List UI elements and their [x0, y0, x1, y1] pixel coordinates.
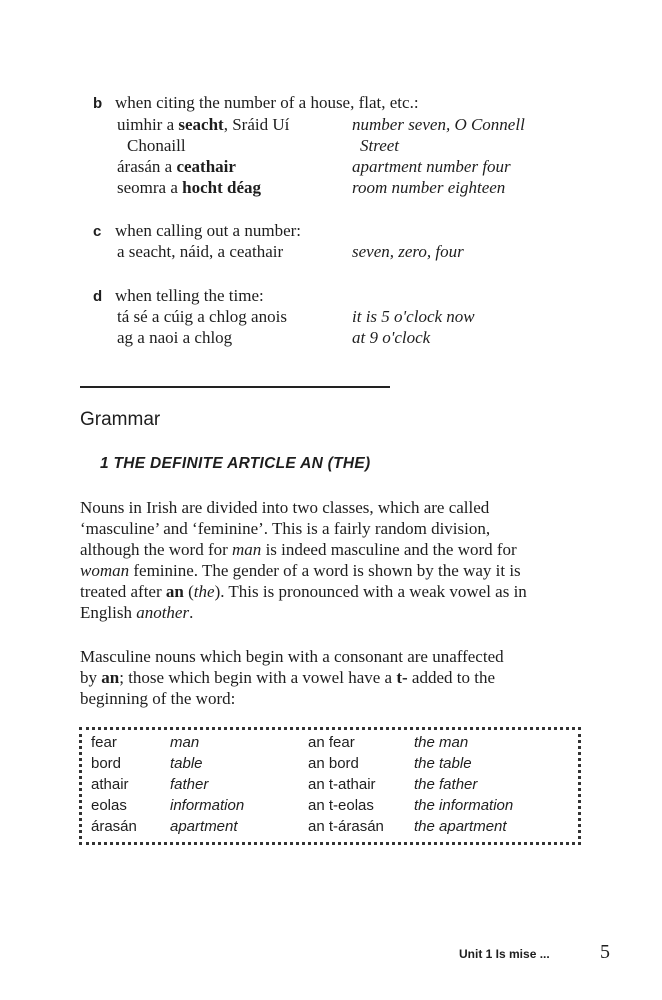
vocab-row [82, 755, 582, 776]
section-b-row1-english: number seven, O Connell [352, 115, 525, 134]
vocab-box [79, 727, 581, 845]
vocab-english: man [170, 734, 200, 751]
masculine-paragraph-line: beginning of the word: [80, 689, 236, 708]
vocab-row [82, 734, 582, 755]
vocab-english-article: the table [414, 755, 472, 772]
vocab-english: father [170, 776, 209, 793]
section-d-row2-english: at 9 o'clock [352, 328, 431, 347]
vocab-irish: bord [91, 755, 122, 772]
section-c-intro: when calling out a number: [115, 221, 302, 240]
definite-article-subheading: 1 THE DEFINITE ARTICLE AN (THE) [100, 455, 371, 472]
vocab-with-article: an bord [308, 755, 359, 772]
vocab-with-article: an fear [308, 734, 355, 751]
vocab-row [82, 818, 582, 839]
section-divider [80, 386, 390, 388]
gender-paragraph-line: ‘masculine’ and ‘feminine’. This is a fairly random division, [80, 519, 491, 538]
vocab-irish: eolas [91, 797, 127, 814]
vocab-english: apartment [170, 818, 238, 835]
vocab-english-article: the information [414, 797, 514, 814]
section-b-row4-english: room number eighteen [352, 178, 506, 197]
vocab-with-article: an t-árasán [308, 818, 384, 835]
section-d-letter: d [93, 288, 103, 305]
vocab-english: information [170, 797, 245, 814]
vocab-row [82, 797, 582, 818]
gender-paragraph-line: although the word for man is indeed masculine and the word for [80, 540, 517, 559]
section-b-row3-english: apartment number four [352, 157, 511, 176]
section-d-row2-irish: ag a naoi a chlog [117, 328, 233, 347]
section-b-intro: when citing the number of a house, flat, etc.: [115, 93, 419, 112]
section-b-letter: b [93, 95, 103, 112]
section-d-row1-irish: tá sé a cúig a chlog anois [117, 307, 287, 326]
gender-paragraph-line: Nouns in Irish are divided into two classes, which are called [80, 498, 490, 517]
section-c-letter: c [93, 223, 102, 240]
vocab-with-article: an t-athair [308, 776, 376, 793]
grammar-heading: Grammar [80, 409, 161, 430]
page-number: 5 [600, 941, 610, 963]
vocab-with-article: an t-eolas [308, 797, 374, 814]
running-footer: Unit 1 Is mise ... [459, 947, 550, 961]
gender-paragraph [80, 497, 580, 623]
gender-paragraph-line: English another. [80, 603, 194, 622]
section-b-row2-english: Street [360, 136, 400, 155]
section-c-row1-irish: a seacht, náid, a ceathair [117, 242, 284, 261]
vocab-english-article: the apartment [414, 818, 507, 835]
section-d-intro: when telling the time: [115, 286, 264, 305]
vocab-english-article: the father [414, 776, 478, 793]
vocab-irish: árasán [91, 818, 137, 835]
vocab-irish: athair [91, 776, 129, 793]
gender-paragraph-line: treated after an (the). This is pronounced with a weak vowel as in [80, 582, 527, 601]
section-b-row2-irish: Chonaill [127, 136, 186, 155]
section-b-row1-irish: uimhir a seacht, Sráid Uí [117, 115, 290, 134]
vocab-row [82, 776, 582, 797]
masculine-paragraph-line: by an; those which begin with a vowel have a t- added to the [80, 668, 496, 687]
vocab-english-article: the man [414, 734, 469, 751]
section-c-row1-english: seven, zero, four [352, 242, 464, 261]
vocab-english: table [170, 755, 203, 772]
section-b-row3-irish: árasán a ceathair [117, 157, 236, 176]
masculine-paragraph [80, 646, 580, 709]
gender-paragraph-line: woman feminine. The gender of a word is shown by the way it is [80, 561, 521, 580]
section-d-row1-english: it is 5 o'clock now [352, 307, 475, 326]
section-b-row4-irish: seomra a hocht déag [117, 178, 262, 197]
vocab-irish: fear [91, 734, 117, 751]
masculine-paragraph-line: Masculine nouns which begin with a consonant are unaffected [80, 647, 504, 666]
